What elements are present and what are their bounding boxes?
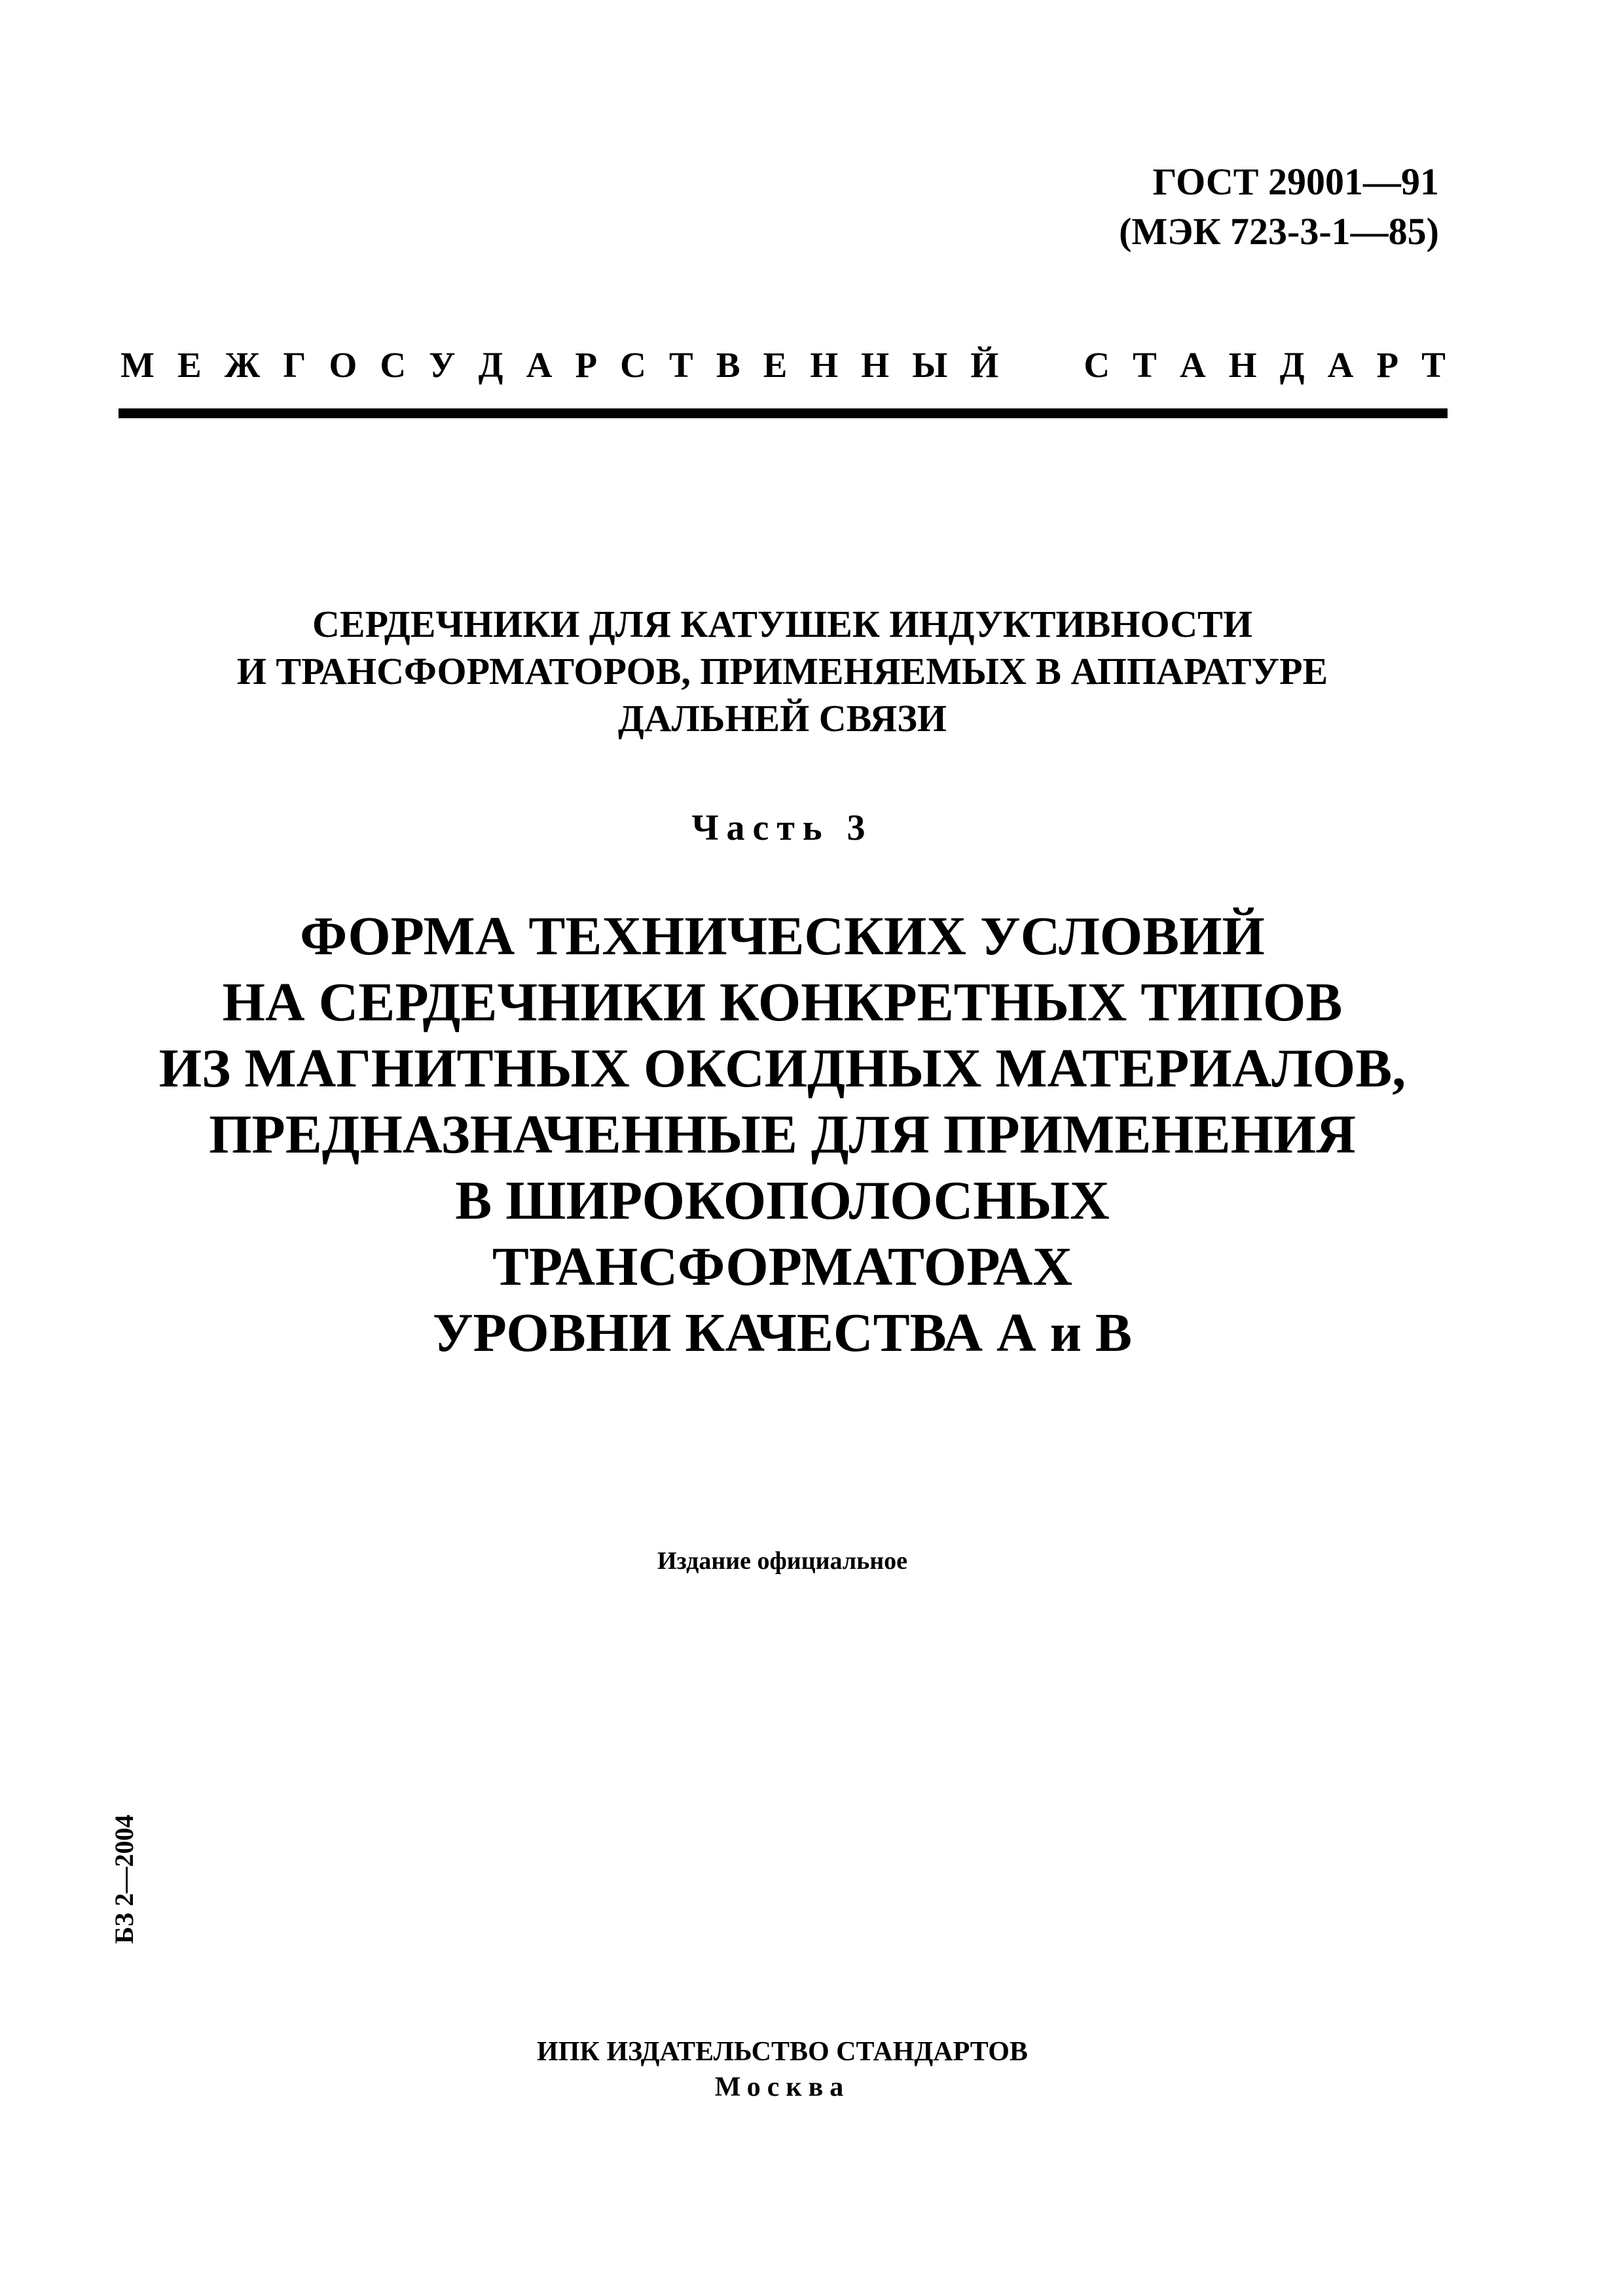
title-line: ИЗ МАГНИТНЫХ ОКСИДНЫХ МАТЕРИАЛОВ, <box>158 1038 1406 1099</box>
banner-letter: Т <box>1133 345 1157 385</box>
banner-letter: М <box>120 345 155 385</box>
edition-note: Издание официальное <box>657 1547 907 1575</box>
subtitle-line: И ТРАНСФОРМАТОРОВ, ПРИМЕНЯЕМЫХ В АППАРАТУРЕ <box>236 650 1328 692</box>
title-line: ФОРМА ТЕХНИЧЕСКИХ УСЛОВИЙ <box>300 906 1265 967</box>
banner-letter: С <box>1084 345 1110 385</box>
banner-letter: А <box>1179 345 1206 385</box>
banner-letter: Т <box>669 345 693 385</box>
document-subtitle <box>118 601 1447 742</box>
document-title <box>118 903 1447 1366</box>
banner-letter: Е <box>177 345 202 385</box>
banner-letter: Р <box>1376 345 1399 385</box>
title-line: ТРАНСФОРМАТОРАХ <box>492 1236 1073 1297</box>
banner-letter: С <box>380 345 407 385</box>
banner-letter: Е <box>763 345 788 385</box>
publisher-city: Москва <box>714 2072 850 2102</box>
iec-number: (МЭК 723-3-1—85) <box>1119 210 1439 253</box>
side-code: БЗ 2—2004 <box>109 1814 139 1944</box>
subtitle-line: СЕРДЕЧНИКИ ДЛЯ КАТУШЕК ИНДУКТИВНОСТИ <box>312 603 1252 645</box>
part-label: Часть 3 <box>691 808 873 848</box>
banner-letter: С <box>620 345 646 385</box>
standard-type-banner <box>120 339 1446 391</box>
banner-letter: Д <box>478 345 503 385</box>
banner-letter: Д <box>1279 345 1305 385</box>
subtitle-line: ДАЛЬНЕЙ СВЯЗИ <box>617 697 947 740</box>
heading-divider <box>119 408 1448 418</box>
title-line: УРОВНИ КАЧЕСТВА А и В <box>432 1302 1133 1363</box>
publisher-block <box>118 2034 1447 2105</box>
banner-letter: Н <box>861 345 890 385</box>
banner-letter: Н <box>1228 345 1257 385</box>
banner-letter: А <box>526 345 553 385</box>
publisher-name: ИПК ИЗДАТЕЛЬСТВО СТАНДАРТОВ <box>537 2037 1028 2067</box>
banner-letter: Г <box>283 345 306 385</box>
banner-letter: А <box>1327 345 1354 385</box>
banner-letter: Й <box>970 345 999 385</box>
banner-letter: Ж <box>224 345 261 385</box>
document-identifier <box>1119 157 1439 257</box>
banner-letter: Н <box>810 345 839 385</box>
banner-letter: Т <box>1421 345 1446 385</box>
banner-letter: Р <box>575 345 598 385</box>
title-line: В ШИРОКОПОЛОСНЫХ <box>455 1170 1110 1231</box>
banner-letter: В <box>716 345 740 385</box>
title-line: ПРЕДНАЗНАЧЕННЫЕ ДЛЯ ПРИМЕНЕНИЯ <box>209 1104 1356 1165</box>
banner-word-gap <box>1021 339 1061 391</box>
title-line: НА СЕРДЕЧНИКИ КОНКРЕТНЫХ ТИПОВ <box>222 972 1343 1033</box>
banner-letter: Ы <box>912 345 948 385</box>
banner-letter: О <box>329 345 357 385</box>
gost-number: ГОСТ 29001—91 <box>1152 160 1439 203</box>
banner-letter: У <box>429 345 456 385</box>
